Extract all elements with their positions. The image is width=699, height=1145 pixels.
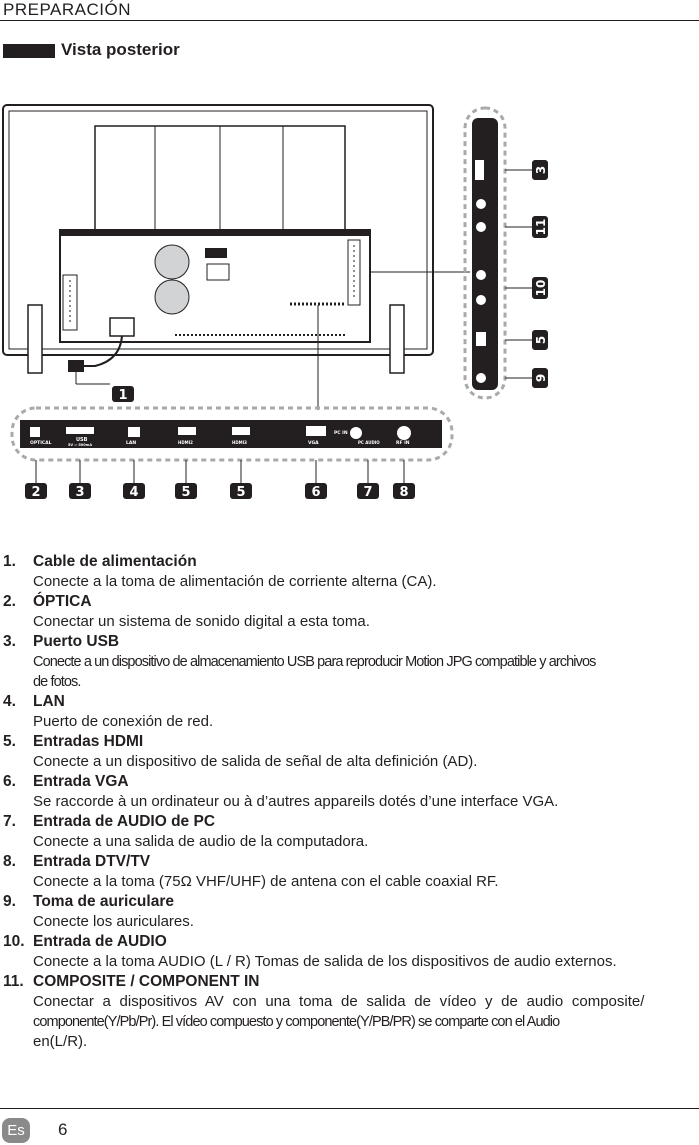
item-description: Conecte a la toma (75Ω VHF/UHF) de antena con el cable coaxial RF. (33, 873, 499, 890)
label-optical: OPTICAL (30, 441, 52, 446)
item-description-end: en(L/R). (33, 1033, 88, 1050)
item-number: 3. (3, 633, 16, 650)
item-number: 6. (3, 773, 16, 790)
label-hdmi2: HDMI2 (178, 440, 193, 445)
item-number: 4. (3, 693, 16, 710)
footer-rule (0, 1108, 699, 1109)
main-board (60, 230, 370, 342)
svg-text:2: 2 (31, 485, 41, 500)
label-pc-audio: PC AUDIO (358, 440, 380, 445)
item-title: Entrada DTV/TV (33, 853, 151, 870)
list-item (0, 852, 699, 892)
svg-text:5: 5 (181, 485, 191, 500)
callout-8 (393, 483, 415, 500)
svg-text:7: 7 (363, 485, 373, 500)
svg-text:8: 8 (399, 485, 409, 500)
svg-text:3: 3 (534, 165, 548, 175)
item-title: Toma de auriculare (33, 893, 174, 910)
list-item (0, 552, 699, 592)
callout-5b (230, 483, 252, 500)
right-stand (390, 305, 404, 373)
svg-text:6: 6 (311, 485, 321, 500)
label-rf-in: RF IN (396, 441, 410, 446)
item-number: 2. (3, 593, 16, 610)
list-item (0, 812, 699, 852)
label-usb: USB (76, 437, 88, 443)
callout-6 (305, 483, 327, 500)
item-description-cont: componente(Y/Pb/Pr). El vídeo compuesto y componente(Y/PB/PR) se comparte con el Audio (33, 1014, 560, 1030)
item-title: Puerto USB (33, 633, 120, 650)
side-callout-3 (532, 160, 548, 180)
item-description: Conecte a la toma de alimentación de corriente alterna (CA). (33, 573, 437, 590)
svg-text:1: 1 (118, 388, 128, 403)
svg-text:10: 10 (534, 279, 548, 297)
item-description: Conectar a dispositivos AV con una toma de salida de vídeo y de audio composite/ (33, 993, 645, 1010)
title-rule (0, 20, 699, 21)
subtitle: Vista posterior (61, 40, 180, 59)
callout-5a (175, 483, 197, 500)
label-usb-power: 5V ⎓ 500mA (68, 443, 93, 447)
list-item (0, 932, 699, 972)
subtitle-bar (3, 44, 55, 58)
list-item (0, 692, 699, 732)
list-item (0, 632, 699, 692)
item-number: 9. (3, 893, 16, 910)
item-description: Conectar un sistema de sonido digital a esta toma. (33, 613, 370, 630)
list-item (0, 892, 699, 932)
svg-text:4: 4 (129, 485, 139, 500)
side-callout-11 (532, 216, 548, 238)
connector-list (0, 552, 699, 1052)
item-title: COMPOSITE / COMPONENT IN (33, 973, 260, 990)
item-number: 5. (3, 733, 16, 750)
item-title: Entrada VGA (33, 773, 129, 790)
label-lan: LAN (126, 441, 137, 446)
list-item (0, 772, 699, 812)
section-title: PREPARACIÓN (3, 0, 131, 19)
item-description-cont: de fotos. (33, 674, 81, 690)
callout-1 (112, 386, 134, 403)
svg-text:11: 11 (534, 218, 548, 236)
side-callout-5 (532, 330, 548, 350)
item-description: Puerto de conexión de red. (33, 713, 214, 730)
item-title: Entradas HDMI (33, 733, 144, 750)
rear-view-diagram (0, 95, 699, 515)
list-item (0, 592, 699, 632)
list-item (0, 972, 699, 1052)
item-number: 7. (3, 813, 16, 830)
callout-2 (25, 483, 47, 500)
item-number: 11. (3, 973, 24, 990)
item-number: 8. (3, 853, 16, 870)
svg-text:9: 9 (534, 373, 548, 383)
item-title: Entrada de AUDIO de PC (33, 813, 216, 830)
list-item (0, 732, 699, 772)
item-title: Cable de alimentación (33, 553, 197, 570)
side-callout-9 (532, 368, 548, 388)
callout-7 (357, 483, 379, 500)
item-description: Conecte los auriculares. (33, 913, 194, 930)
side-panel (472, 118, 498, 390)
callout-4 (123, 483, 145, 500)
item-title: ÓPTICA (33, 593, 92, 610)
item-description: Se raccorde à un ordinateur ou à d’autres appareils dotés d’une interface VGA. (33, 793, 559, 810)
side-callout-10 (532, 277, 548, 299)
label-pc-in: PC IN (334, 431, 348, 436)
callout-3 (69, 483, 91, 500)
item-title: LAN (33, 693, 65, 710)
speaker-grille (155, 245, 189, 279)
item-title: Entrada de AUDIO (33, 933, 167, 950)
item-description: Conecte a un dispositivo de salida de señal de alta definición (AD). (33, 753, 478, 770)
item-description: Conecte a la toma AUDIO (L / R) Tomas de salida de los dispositivos de audio externos. (33, 953, 617, 970)
left-stand (28, 305, 42, 373)
language-badge: Es (2, 1118, 30, 1143)
item-number: 1. (3, 553, 16, 570)
page-number: 6 (58, 1120, 68, 1139)
label-hdmi3: HDMI3 (232, 440, 247, 445)
item-description: Conecte a una salida de audio de la computadora. (33, 833, 369, 850)
label-vga: VGA (308, 441, 319, 446)
svg-text:5: 5 (236, 485, 246, 500)
item-description: Conecte a un dispositivo de almacenamiento USB para reproducir Motion JPG compatible y archivos (33, 654, 596, 670)
svg-text:5: 5 (534, 335, 548, 345)
item-number: 10. (3, 933, 25, 950)
svg-text:3: 3 (75, 485, 85, 500)
